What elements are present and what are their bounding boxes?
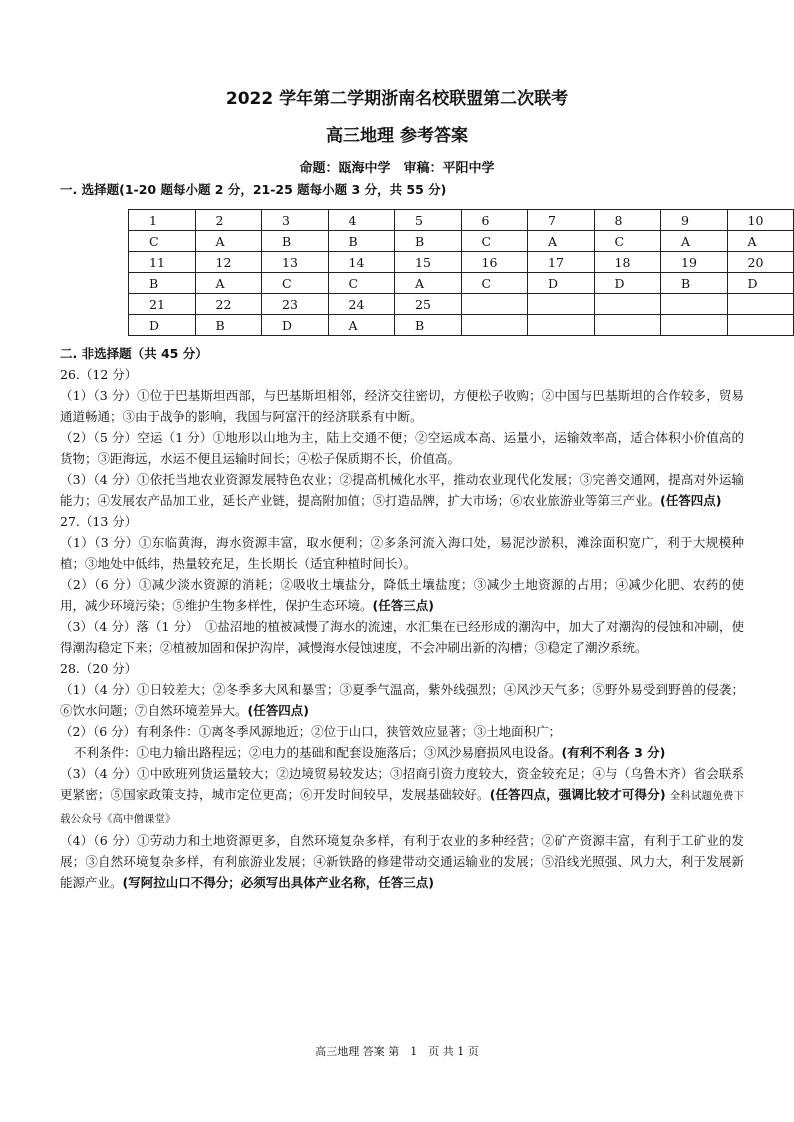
question-number-cell: 22 <box>195 294 262 315</box>
answer-cell: B <box>129 273 196 294</box>
question-number-cell: 20 <box>727 252 794 273</box>
answer-cell: A <box>727 231 794 252</box>
question-number-cell <box>594 294 661 315</box>
question-number-cell: 1 <box>129 210 196 231</box>
question-number-cell: 17 <box>528 252 595 273</box>
question-number-cell: 7 <box>528 210 595 231</box>
question-number-cell: 23 <box>262 294 329 315</box>
question-number-cell: 14 <box>328 252 395 273</box>
q28-part3-text: （3）（4 分）①中欧班列货运量较大；②边境贸易较发达；③招商引资力度较大，资金较充足；④与（乌鲁木齐）省会联系更紧密；⑤国家政策支持，城市定位更高；⑥开发时间较早，发展基础较好。 <box>60 766 744 802</box>
q28-part2: （2）（6 分）有利条件：①离冬季风源地近；②位于山口，狭管效应显著；③土地面积广； <box>60 724 562 739</box>
question-number-cell: 21 <box>129 294 196 315</box>
question-number-cell: 18 <box>594 252 661 273</box>
question-number-cell: 24 <box>328 294 395 315</box>
page-title: 2022 学年第二学期浙南名校联盟第二次联考 <box>225 89 569 109</box>
q28-part2b-text: 不利条件：①电力输出路程远；②电力的基础和配套设施落后；③风沙易磨损风电设备。 <box>74 745 562 760</box>
answer-cell: D <box>727 273 794 294</box>
q28-part2b-note: (有利不利各 3 分) <box>561 745 666 760</box>
q28-heading: 28.（20 分） <box>60 661 138 676</box>
question-number-cell: 9 <box>661 210 728 231</box>
question-number-row <box>129 294 794 315</box>
answer-cell: D <box>262 315 329 336</box>
answer-cell: D <box>528 273 595 294</box>
answer-cell: A <box>395 273 462 294</box>
answer-cell: D <box>129 315 196 336</box>
question-number-cell: 16 <box>461 252 528 273</box>
answer-cell: B <box>395 315 462 336</box>
question-number-cell: 15 <box>395 252 462 273</box>
answer-cell: C <box>461 273 528 294</box>
q28-part1-text: （1）（4 分）①日较差大；②冬季多大风和暴雪；③夏季气温高，紫外线强烈；④风沙天气多；⑤野外易受到野兽的侵袭；⑥饮水问题；⑦自然环境差异大。 <box>60 682 744 718</box>
answer-key-table <box>128 209 794 336</box>
answer-cell: C <box>129 231 196 252</box>
q28-part3-ad: 全科试题免费下载公众号《高中僧课堂》 <box>60 790 744 825</box>
q28-part4-text: （4）（6 分）①劳动力和土地资源更多，自然环境复杂多样，有利于农业的多种经营；②矿产资源丰富，有利于工矿业的发展；③自然环境复杂多样，有利旅游业发展；④新铁路的修建带动交通运输业的发展；⑤沿线光照强、风力大，利于发展新能源产业。 <box>60 833 744 890</box>
question-number-row <box>129 252 794 273</box>
answers-body <box>60 364 744 893</box>
answer-cell: B <box>328 231 395 252</box>
question-number-cell: 11 <box>129 252 196 273</box>
q27-heading: 27.（13 分） <box>60 514 138 529</box>
answer-row <box>129 231 794 252</box>
answer-cell: A <box>328 315 395 336</box>
q28-part3-note: (任答四点，强调比较才可得分) <box>489 787 666 802</box>
question-number-cell <box>461 294 528 315</box>
answer-row <box>129 273 794 294</box>
question-number-cell: 3 <box>262 210 329 231</box>
question-number-cell: 10 <box>727 210 794 231</box>
q27-part2-note: (任答三点) <box>372 598 434 613</box>
q26-heading: 26.（12 分） <box>60 367 138 382</box>
q26-part3-text: （3）（4 分）①依托当地农业资源发展特色农业；②提高机械化水平，推动农业现代化发展；③完善交通网，提高对外运输能力；④发展农产品加工业，延长产业链，提高附加值；⑤打造品牌，扩大市场；⑥农业旅游业等第三产业。 <box>60 472 744 508</box>
section1-heading: 一. 选择题(1-20 题每小题 2 分，21-25 题每小题 3 分，共 55 分) <box>60 182 447 197</box>
q28-part4-note: (写阿拉山口不得分；必须写出具体产业名称，任答三点) <box>122 875 434 890</box>
question-number-row <box>129 210 794 231</box>
answer-cell: A <box>195 231 262 252</box>
answer-cell: C <box>594 231 661 252</box>
question-number-cell <box>661 294 728 315</box>
question-number-cell: 12 <box>195 252 262 273</box>
answer-cell <box>461 315 528 336</box>
q27-part2-text: （2）（6 分）①减少淡水资源的消耗；②吸收土壤盐分，降低土壤盐度；③减少土地资源的占用；④减少化肥、农药的使用，减少环境污染；⑤维护生物多样性，保护生态环境。 <box>60 577 744 613</box>
q27-part1: （1）（3 分）①东临黄海，海水资源丰富，取水便利；②多条河流入海口处，易泥沙淤积，滩涂面积宽广，利于大规模种植；③地处中低纬，热量较充足，生长期长（适宜种植时间长）。 <box>60 535 744 571</box>
answer-cell: B <box>195 315 262 336</box>
answer-cell <box>661 315 728 336</box>
question-number-cell: 4 <box>328 210 395 231</box>
answer-cell <box>727 315 794 336</box>
q28-part2-disadvantages <box>60 742 744 763</box>
answer-cell: B <box>661 273 728 294</box>
q26-part3 <box>60 469 744 511</box>
question-number-cell: 2 <box>195 210 262 231</box>
page-footer: 高三地理 答案 第 1 页 共 1 页 <box>315 1045 479 1058</box>
q28-part1 <box>60 679 744 721</box>
question-number-cell: 8 <box>594 210 661 231</box>
question-number-cell <box>727 294 794 315</box>
question-number-cell: 19 <box>661 252 728 273</box>
section2-heading: 二. 非选择题（共 45 分） <box>60 346 208 361</box>
question-number-cell: 6 <box>461 210 528 231</box>
answer-cell: C <box>461 231 528 252</box>
q28-part1-note: (任答四点) <box>247 703 309 718</box>
answer-cell: B <box>395 231 462 252</box>
question-number-cell: 13 <box>262 252 329 273</box>
answer-cell <box>528 315 595 336</box>
answer-cell: C <box>262 273 329 294</box>
question-number-cell <box>528 294 595 315</box>
q27-part2 <box>60 574 744 616</box>
question-number-cell: 5 <box>395 210 462 231</box>
q28-part3 <box>60 763 744 830</box>
answer-cell: C <box>328 273 395 294</box>
answer-row <box>129 315 794 336</box>
answer-cell: A <box>661 231 728 252</box>
answer-cell: A <box>528 231 595 252</box>
q26-part3-note: (任答四点) <box>660 493 722 508</box>
q26-part1: （1）（3 分）①位于巴基斯坦西部，与巴基斯坦相邻，经济交往密切，方便松子收购；②中国与巴基斯坦的合作较多，贸易通道畅通；③由于战争的影响，我国与阿富汗的经济联系有中断。 <box>60 388 744 424</box>
q27-part3: （3）（4 分）落（1 分） ①盐沼地的植被减慢了海水的流速，水汇集在已经形成的潮沟中，加大了对潮沟的侵蚀和冲刷，使得潮沟稳定下来；②植被加固和保护沟岸，减慢海水侵蚀速度，不会冲刷出新的沟槽；③稳定了潮汐系统。 <box>60 619 744 655</box>
answer-cell: B <box>262 231 329 252</box>
answer-cell: D <box>594 273 661 294</box>
question-number-cell: 25 <box>395 294 462 315</box>
q28-part4 <box>60 830 744 893</box>
page-subtitle: 高三地理 参考答案 <box>326 126 468 146</box>
answer-cell <box>594 315 661 336</box>
authors-line: 命题：瓯海中学 审稿：平阳中学 <box>299 161 495 176</box>
answer-cell: A <box>195 273 262 294</box>
q26-part2: （2）（5 分）空运（1 分）①地形以山地为主，陆上交通不便；②空运成本高、运量小，运输效率高，适合体积小价值高的货物；③距海远，水运不便且运输时间长；④松子保质期不长，价值高。 <box>60 430 744 466</box>
